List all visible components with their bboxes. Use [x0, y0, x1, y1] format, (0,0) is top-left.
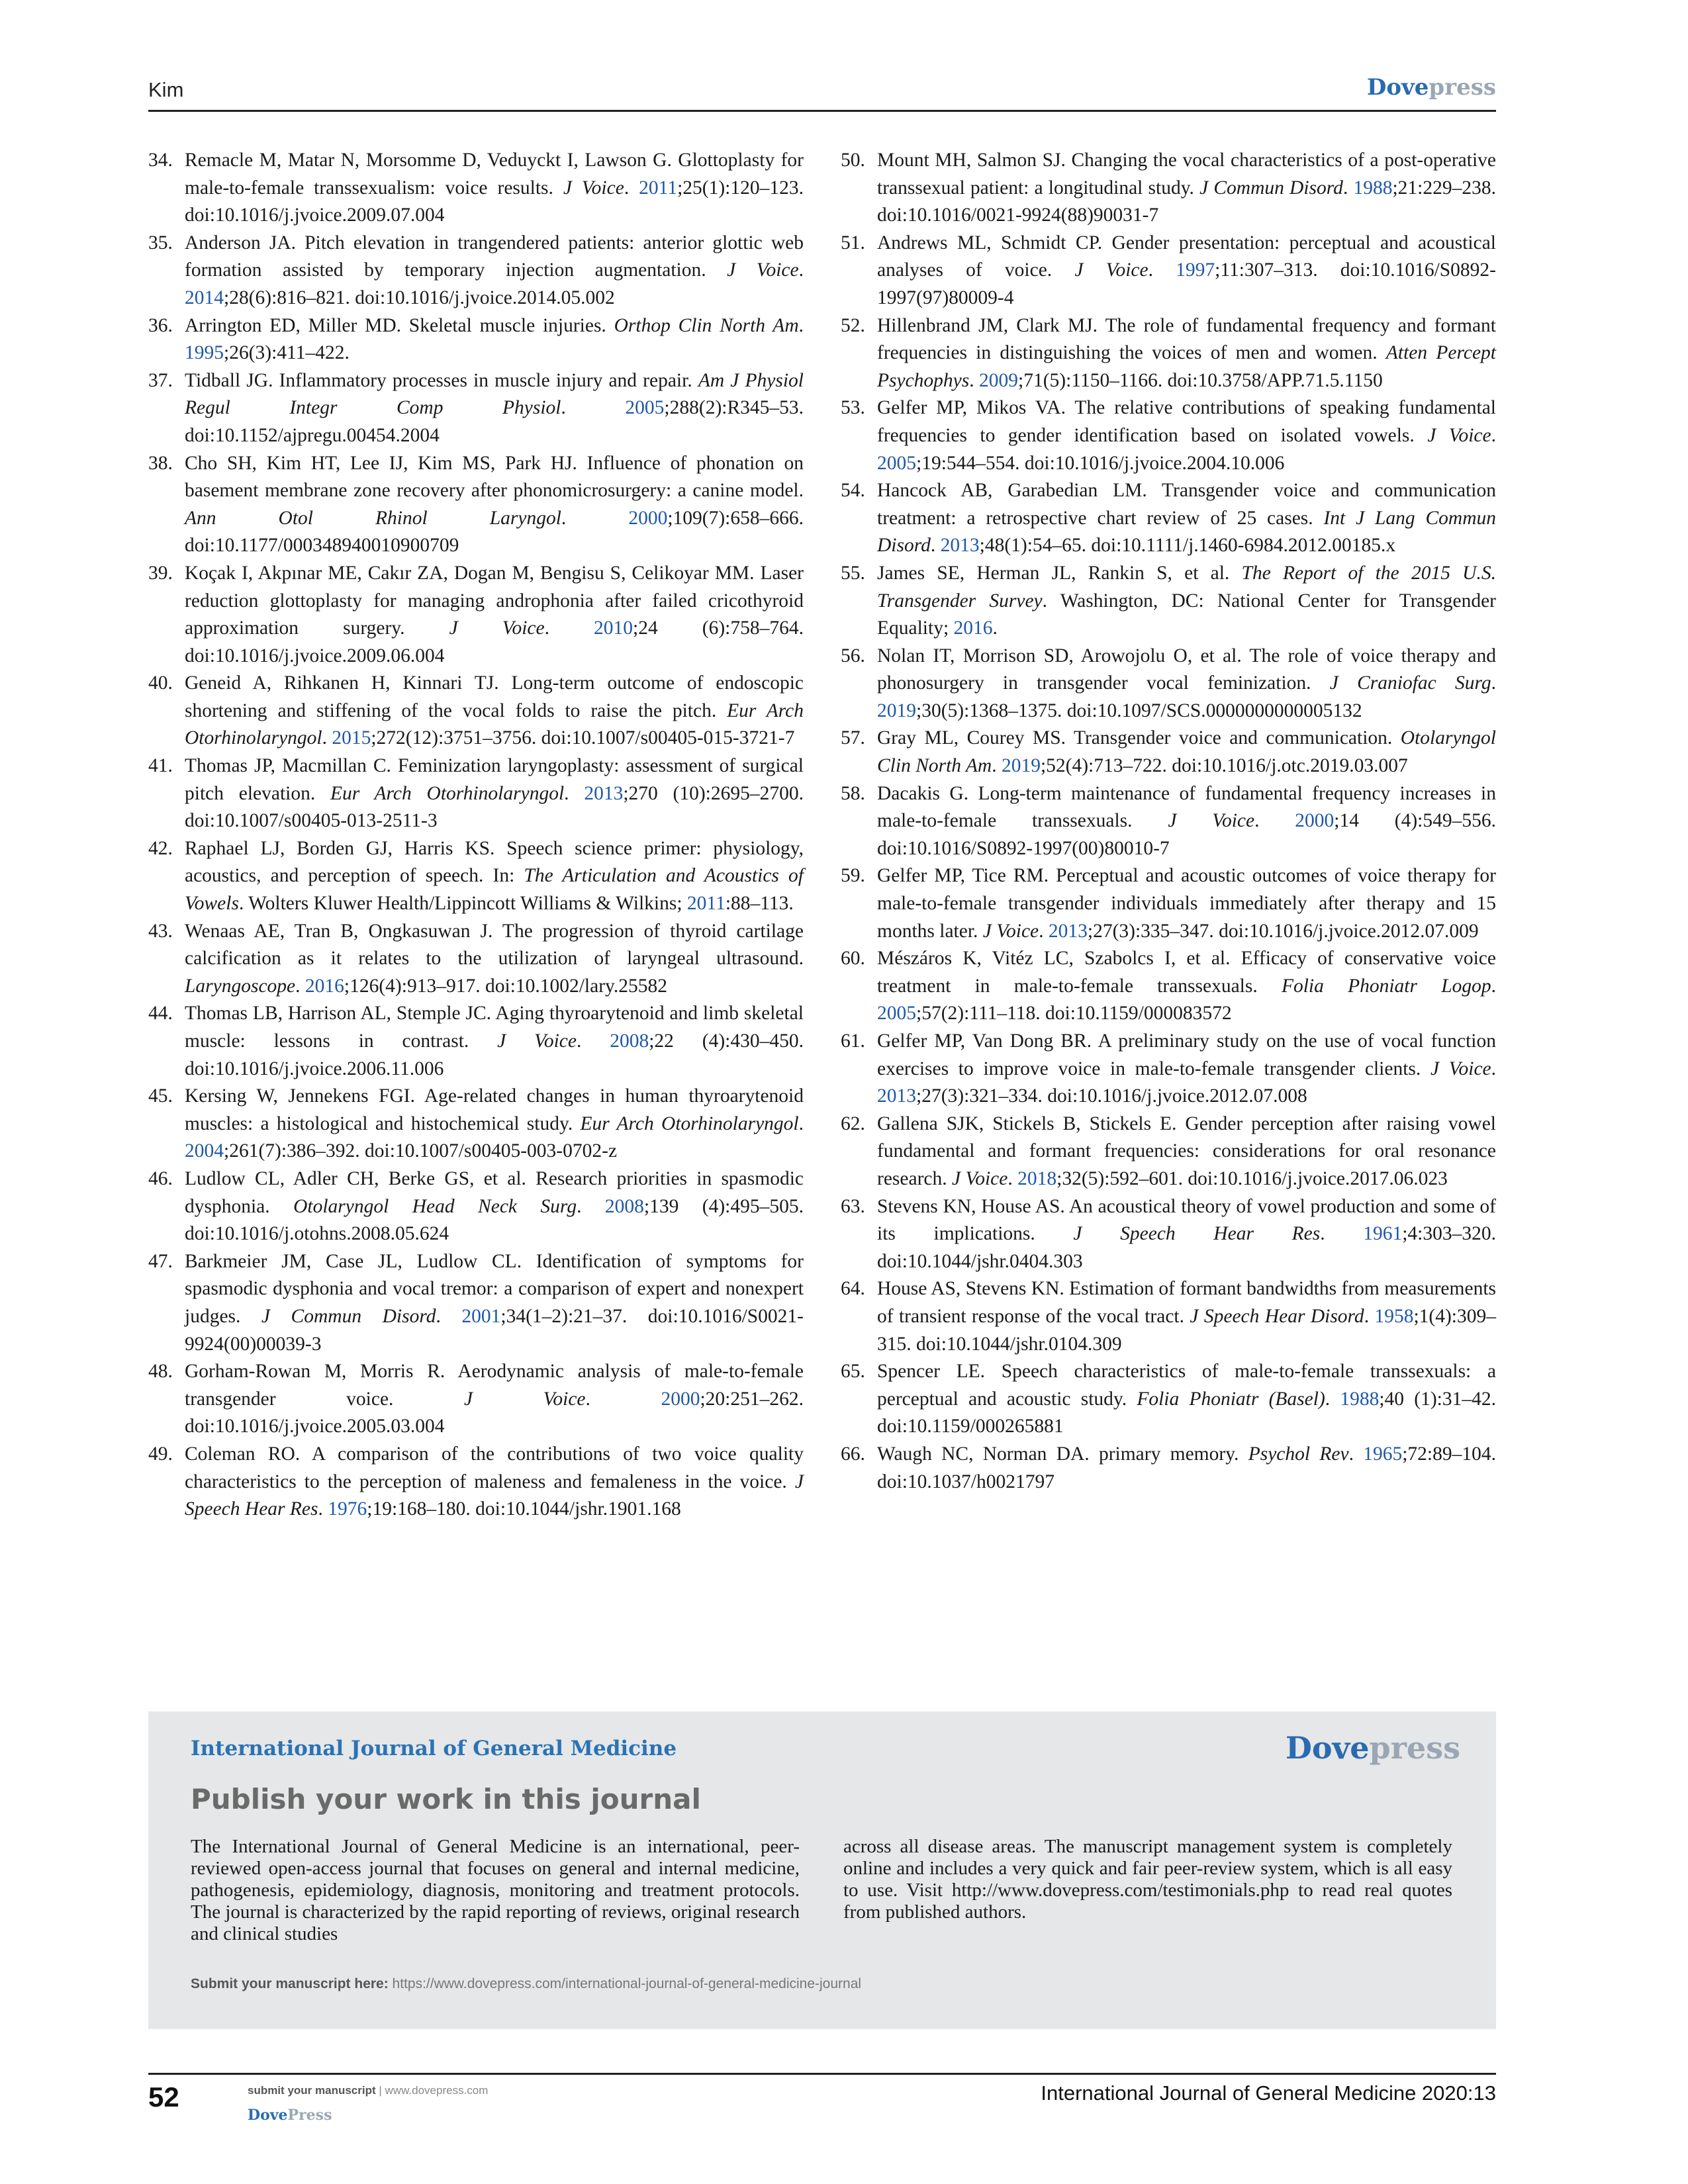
reference-year-link[interactable]: 2011	[639, 177, 678, 199]
reference-journal: J Voice	[1430, 1058, 1491, 1079]
reference-authors-title: Dacakis G. Long-term maintenance of fundamental frequency increases in male-to-female transsexuals.	[877, 782, 1496, 832]
reference-number: 51.	[841, 232, 865, 253]
reference-item	[148, 670, 804, 752]
reference-details: ;40 (1):31–42. doi:10.1159/000265881	[877, 1388, 1496, 1437]
reference-item	[148, 560, 804, 670]
reference-journal: J Voice	[563, 177, 624, 199]
reference-separator: .	[436, 1305, 462, 1327]
reference-authors-title: Cho SH, Kim HT, Lee IJ, Kim MS, Park HJ. Influence of phonation on basement membrane zone recovery after phonomicrosurgery: a canine model.	[185, 452, 804, 502]
reference-item	[148, 1441, 804, 1524]
reference-item	[841, 560, 1496, 643]
reference-authors-title: Stevens KN, House AS. An acoustical theory of vowel production and some of its implications.	[877, 1195, 1496, 1245]
reference-separator: .	[1491, 975, 1496, 997]
reference-journal: J Voice	[952, 1167, 1008, 1189]
reference-item	[841, 1111, 1496, 1193]
reference-year-link[interactable]: 2013	[584, 782, 624, 804]
reference-separator: .	[561, 397, 626, 419]
reference-separator: . Wolters Kluwer Health/Lippincott Williams & Wilkins;	[238, 893, 687, 915]
page-footer	[148, 2073, 1496, 2154]
reference-number: 39.	[148, 562, 173, 584]
journal-promo-box	[148, 1711, 1496, 2029]
reference-details: ;72:89–104. doi:10.1037/h0021797	[877, 1443, 1497, 1492]
promo-text-left: The International Journal of General Medicine is an international, peer-reviewed open-access journal that focuses on general and internal medicine, pathogenesis, epidemiology, diagnosis, monitoring and treatment protocols. The journal is characterized by the rapid reporting of reviews, original research and clinical studies	[191, 1836, 800, 1944]
reference-details: ;32(5):592–601. doi:10.1016/j.jvoice.2017.06.023	[1056, 1167, 1448, 1189]
reference-item	[148, 367, 804, 450]
reference-year-link[interactable]: 1958	[1374, 1305, 1414, 1327]
reference-details: .	[992, 617, 998, 639]
reference-journal: Psychol Rev	[1248, 1443, 1349, 1465]
reference-authors-title: Koçak I, Akpınar ME, Cakır ZA, Dogan M, Bengisu S, Celikoyar MM. Laser reduction glottoplasty for managing androphonia after failed cricothyroid approximation surgery.	[185, 562, 804, 639]
reference-item	[148, 752, 804, 835]
reference-item	[841, 1193, 1496, 1276]
reference-year-link[interactable]: 2019	[1001, 755, 1041, 777]
footer-dovepress-logo[interactable]: DovePress	[248, 2107, 332, 2124]
reference-year-link[interactable]: 2004	[185, 1140, 224, 1162]
reference-journal: J Voice	[497, 1030, 577, 1052]
reference-separator: .	[992, 755, 1002, 777]
reference-authors-title: Wenaas AE, Tran B, Ongkasuwan J. The progression of thyroid cartilage calcification as it relates to the utilization of laryngeal ultrasound.	[185, 920, 804, 970]
reference-item	[148, 147, 804, 230]
reference-year-link[interactable]: 2010	[594, 617, 633, 639]
reference-number: 54.	[841, 480, 865, 502]
reference-number: 48.	[148, 1361, 173, 1383]
reference-separator: .	[1254, 810, 1295, 832]
reference-item	[841, 780, 1496, 863]
reference-separator: .	[1491, 424, 1496, 446]
reference-authors-title: Spencer LE. Speech characteristics of male-to-female transsexuals: a perceptual and acoustic study.	[877, 1361, 1496, 1410]
reference-details: ;30(5):1368–1375. doi:10.1097/SCS.0000000000005132	[916, 700, 1362, 721]
reference-number: 41.	[148, 755, 173, 777]
reference-details: ;109(7):658–666. doi:10.1177/000348940010900709	[185, 507, 804, 557]
reference-number: 59.	[841, 865, 865, 887]
reference-separator: .	[969, 369, 980, 391]
promo-text-right: across all disease areas. The manuscript management system is completely online and includes a very quick and fair peer-review system, which is all easy to use. Visit http://www.dovepress.com/testimonials.php to read real quotes from published authors.	[843, 1836, 1452, 1923]
reference-year-link[interactable]: 1976	[328, 1498, 367, 1520]
reference-item	[841, 477, 1496, 560]
reference-item	[841, 147, 1496, 230]
reference-separator: .	[295, 975, 305, 997]
promo-submit-label: Submit your manuscript here:	[191, 1976, 389, 1991]
reference-separator: .	[564, 782, 585, 804]
reference-journal: J Speech Hear Res	[1073, 1223, 1321, 1245]
reference-year-link[interactable]: 1988	[1340, 1388, 1380, 1410]
reference-journal: Am J Physiol Regul Integr Comp Physiol	[185, 369, 804, 419]
reference-separator: .	[930, 535, 941, 557]
reference-year-link[interactable]: 1965	[1363, 1443, 1403, 1465]
reference-year-link[interactable]: 2005	[877, 452, 916, 474]
reference-journal: J Commun Disord	[1199, 177, 1343, 199]
reference-separator: .	[544, 617, 594, 639]
running-head-author: Kim	[148, 78, 184, 101]
reference-details: ;71(5):1150–1166. doi:10.3758/APP.71.5.1150	[1018, 369, 1383, 391]
reference-authors-title: Remacle M, Matar N, Morsomme D, Veduyckt I, Lawson G. Glottoplasty for male-to-female transsexualism: voice results.	[185, 150, 804, 199]
reference-authors-title: Gelfer MP, Van Dong BR. A preliminary study on the use of vocal function exercises to improve voice in male-to-female transgender clients.	[877, 1030, 1496, 1079]
reference-separator: .	[576, 1030, 610, 1052]
reference-separator: .	[1008, 1167, 1018, 1189]
reference-number: 57.	[841, 727, 865, 749]
reference-separator: .	[1320, 1223, 1364, 1245]
reference-authors-title: Thomas LB, Harrison AL, Stemple JC. Aging thyroarytenoid and limb skeletal muscle: lessons in contrast.	[185, 1003, 804, 1052]
reference-number: 44.	[148, 1003, 173, 1024]
reference-details: ;288(2):R345–53. doi:10.1152/ajpregu.00454.2004	[185, 397, 804, 446]
reference-number: 60.	[841, 948, 865, 970]
reference-year-link[interactable]: 2009	[979, 369, 1019, 391]
reference-number: 36.	[148, 314, 173, 336]
reference-journal: Folia Phoniatr (Basel)	[1137, 1388, 1325, 1410]
reference-separator: .	[1491, 672, 1496, 694]
reference-year-link[interactable]: 2011	[686, 893, 726, 915]
reference-details: ;57(2):111–118. doi:10.1159/000083572	[916, 1003, 1232, 1024]
reference-authors-title: Mészáros K, Vitéz LC, Szabolcs I, et al. Efficacy of conservative voice treatment in male-to-female transsexuals.	[877, 948, 1496, 997]
promo-submit-line	[191, 1976, 861, 1992]
reference-number: 52.	[841, 314, 865, 336]
reference-journal: J Voice	[463, 1388, 586, 1410]
reference-year-link[interactable]: 1995	[185, 342, 224, 364]
dovepress-logo[interactable]: Dovepress	[1366, 74, 1496, 101]
reference-number: 66.	[841, 1443, 865, 1465]
reference-authors-title: Barkmeier JM, Case JL, Ludlow CL. Identification of symptoms for spasmodic dysphonia and vocal tremor: a comparison of expert and nonexpert judges.	[185, 1250, 804, 1327]
reference-authors-title: Coleman RO. A comparison of the contributions of two voice quality characteristics to the perception of maleness and femaleness in the voice.	[185, 1443, 804, 1492]
reference-details: ;4:303–320. doi:10.1044/jshr.0404.303	[877, 1223, 1496, 1272]
reference-details: ;25(1):120–123. doi:10.1016/j.jvoice.2009.07.004	[185, 177, 804, 226]
page-header	[148, 74, 1496, 112]
reference-number: 49.	[148, 1443, 173, 1465]
reference-separator: .	[624, 177, 639, 199]
reference-item	[841, 1441, 1496, 1496]
reference-details: :88–113.	[725, 893, 794, 915]
reference-authors-title: Kersing W, Jennekens FGI. Age-related changes in human thyroarytenoid muscles: a histological and histochemical study.	[185, 1085, 804, 1134]
reference-year-link[interactable]: 2005	[877, 1003, 916, 1024]
reference-authors-title: Gray ML, Courey MS. Transgender voice and communication.	[877, 727, 1401, 749]
reference-number: 37.	[148, 369, 173, 391]
reference-item	[841, 1358, 1496, 1441]
reference-separator: .	[1342, 177, 1354, 199]
reference-item	[148, 1358, 804, 1441]
reference-details: ;126(4):913–917. doi:10.1002/lary.25582	[344, 975, 667, 997]
reference-details: ;11:307–313. doi:10.1016/S0892-1997(97)80009-4	[877, 259, 1496, 308]
reference-item	[841, 725, 1496, 780]
reference-number: 38.	[148, 452, 173, 474]
reference-number: 35.	[148, 232, 173, 253]
reference-item	[148, 1248, 804, 1358]
reference-year-link[interactable]: 2018	[1017, 1167, 1057, 1189]
reference-journal: J Speech Hear Res	[185, 1471, 804, 1520]
reference-year-link[interactable]: 1961	[1363, 1223, 1403, 1245]
reference-year-link[interactable]: 2001	[461, 1305, 501, 1327]
reference-journal: J Voice	[982, 920, 1039, 942]
reference-journal: Laryngoscope	[185, 975, 296, 997]
reference-number: 53.	[841, 397, 865, 419]
footer-journal-info: International Journal of General Medicine 2020:13	[1041, 2081, 1496, 2105]
promo-journal-name[interactable]: International Journal of General Medicine	[191, 1737, 677, 1760]
reference-number: 55.	[841, 562, 865, 584]
reference-year-link[interactable]: 2013	[940, 535, 980, 557]
reference-journal: Atten Percept Psychophys	[877, 342, 1496, 391]
reference-separator: .	[798, 259, 804, 281]
reference-journal: J Craniofac Surg	[1329, 672, 1491, 694]
reference-number: 42.	[148, 837, 173, 859]
reference-item	[841, 230, 1496, 312]
reference-year-link[interactable]: 2013	[877, 1085, 916, 1107]
reference-number: 56.	[841, 645, 865, 666]
reference-year-link[interactable]: 1988	[1353, 177, 1393, 199]
reference-year-link[interactable]: 2016	[305, 975, 344, 997]
reference-authors-title: Andrews ML, Schmidt CP. Gender presentation: perceptual and acoustical analyses of voice.	[877, 232, 1496, 281]
reference-number: 65.	[841, 1361, 865, 1383]
promo-title: Publish your work in this journal	[191, 1783, 701, 1815]
reference-journal: Eur Arch Otorhinolaryngol	[185, 700, 804, 749]
reference-details: ;27(3):321–334. doi:10.1016/j.jvoice.2012.07.008	[916, 1085, 1307, 1107]
reference-journal: J Voice	[449, 617, 545, 639]
reference-item	[148, 230, 804, 312]
reference-separator: .	[1148, 259, 1176, 281]
reference-details: ;34(1–2):21–37. doi:10.1016/S0021-9924(00)00039-3	[185, 1305, 804, 1355]
reference-journal: Ann Otol Rhinol Laryngol	[185, 507, 561, 529]
reference-details: ;261(7):386–392. doi:10.1007/s00405-003-0702-z	[224, 1140, 618, 1162]
reference-authors-title: Arrington ED, Miller MD. Skeletal muscle injuries.	[185, 314, 614, 336]
reference-authors-title: Hillenbrand JM, Clark MJ. The role of fundamental frequency and formant frequencies in distinguishing the voices of men and women.	[877, 314, 1496, 364]
reference-authors-title: Tidball JG. Inflammatory processes in muscle injury and repair.	[185, 369, 698, 391]
reference-item	[841, 862, 1496, 945]
reference-number: 47.	[148, 1250, 173, 1272]
reference-item	[841, 394, 1496, 477]
reference-item	[148, 1165, 804, 1248]
reference-item	[841, 1275, 1496, 1358]
reference-authors-title: Nolan IT, Morrison SD, Arowojolu O, et al. The role of voice therapy and phonosurgery in transgender vocal feminization.	[877, 645, 1496, 694]
reference-year-link[interactable]: 2014	[185, 287, 224, 308]
reference-authors-title: Gallena SJK, Stickels B, Stickels E. Gender perception after raising vowel fundamental and formant frequencies: considerations for oral resonance research.	[877, 1113, 1496, 1189]
reference-details: ;26(3):411–422.	[224, 342, 350, 364]
reference-separator: .	[798, 314, 804, 336]
reference-year-link[interactable]: 2016	[953, 617, 993, 639]
reference-authors-title: Thomas JP, Macmillan C. Feminization laryngoplasty: assessment of surgical pitch elevation.	[185, 755, 804, 804]
reference-journal: J Voice	[1074, 259, 1149, 281]
reference-number: 50.	[841, 150, 865, 171]
reference-details: ;21:229–238. doi:10.1016/0021-9924(88)90031-7	[877, 177, 1497, 226]
reference-journal: Eur Arch Otorhinolaryngol	[330, 782, 565, 804]
reference-authors-title: Gelfer MP, Tice RM. Perceptual and acoustic outcomes of voice therapy for male-to-female transgender individuals immediately after therapy and 15 months later.	[877, 865, 1496, 942]
reference-year-link[interactable]: 2013	[1048, 920, 1088, 942]
page-number: 52	[148, 2081, 179, 2113]
reference-authors-title: House AS, Stevens KN. Estimation of formant bandwidths from measurements of transient response of the vocal tract.	[877, 1278, 1496, 1327]
reference-details: ;48(1):54–65. doi:10.1111/j.1460-6984.2012.00185.x	[979, 535, 1396, 557]
reference-details: ;52(4):713–722. doi:10.1016/j.otc.2019.03.007	[1040, 755, 1408, 777]
reference-year-link[interactable]: 2008	[604, 1195, 644, 1217]
reference-year-link[interactable]: 2000	[1295, 810, 1335, 832]
reference-authors-title: Anderson JA. Pitch elevation in trangendered patients: anterior glottic web formation assisted by temporary injection augmentation.	[185, 232, 804, 281]
reference-details: ;19:168–180. doi:10.1044/jshr.1901.168	[367, 1498, 681, 1520]
reference-journal: The Articulation and Acoustics of Vowels	[185, 865, 804, 915]
reference-year-link[interactable]: 2000	[628, 507, 668, 529]
reference-number: 64.	[841, 1278, 865, 1300]
reference-journal: J Voice	[727, 259, 799, 281]
reference-year-link[interactable]: 2005	[625, 397, 665, 419]
footer-submit-line: submit your manuscript | www.dovepress.com	[248, 2084, 489, 2097]
reference-details: ;14 (4):549–556. doi:10.1016/S0892-1997(00)80010-7	[877, 810, 1496, 859]
reference-separator: .	[1364, 1305, 1375, 1327]
reference-authors-title: Mount MH, Salmon SJ. Changing the vocal characteristics of a post-operative transsexual patient: a longitudinal study.	[877, 150, 1496, 199]
reference-journal: J Speech Hear Disord	[1190, 1305, 1364, 1327]
reference-number: 61.	[841, 1030, 865, 1052]
reference-details: ;139 (4):495–505. doi:10.1016/j.otohns.2008.05.624	[185, 1195, 804, 1245]
reference-journal: J Commun Disord	[261, 1305, 436, 1327]
reference-separator: .	[561, 507, 629, 529]
reference-year-link[interactable]: 2015	[332, 727, 371, 749]
reference-separator: .	[1039, 920, 1049, 942]
footer-submit-label[interactable]: submit your manuscript	[248, 2084, 376, 2097]
reference-journal: Eur Arch Otorhinolaryngol	[580, 1113, 799, 1134]
reference-separator: .	[1348, 1443, 1364, 1465]
reference-separator: .	[577, 1195, 605, 1217]
reference-separator: .	[585, 1388, 661, 1410]
reference-journal: Int J Lang Commun Disord	[877, 507, 1496, 557]
reference-details: ;27(3):335–347. doi:10.1016/j.jvoice.2012.07.009	[1087, 920, 1479, 942]
reference-number: 63.	[841, 1195, 865, 1217]
reference-number: 46.	[148, 1167, 173, 1189]
reference-item	[841, 643, 1496, 725]
reference-journal: Otolaryngol Head Neck Surg	[293, 1195, 577, 1217]
reference-details: ;270 (10):2695–2700. doi:10.1007/s00405-013-2511-3	[185, 782, 804, 832]
reference-separator: .	[322, 727, 332, 749]
reference-year-link[interactable]: 1997	[1176, 259, 1215, 281]
reference-year-link[interactable]: 2008	[610, 1030, 649, 1052]
reference-separator: .	[798, 1113, 804, 1134]
reference-authors-title: James SE, Herman JL, Rankin S, et al.	[877, 562, 1242, 584]
reference-journal: Otolaryngol Clin North Am	[877, 727, 1496, 777]
reference-item	[841, 945, 1496, 1028]
reference-authors-title: Gorham-Rowan M, Morris R. Aerodynamic analysis of male-to-female transgender voice.	[185, 1361, 804, 1410]
reference-details: ;19:544–554. doi:10.1016/j.jvoice.2004.10.006	[916, 452, 1285, 474]
reference-separator: . Washington, DC: National Center for Transgender Equality;	[877, 590, 1496, 639]
reference-details: ;272(12):3751–3756. doi:10.1007/s00405-015-3721-7	[371, 727, 795, 749]
reference-number: 62.	[841, 1113, 865, 1134]
reference-separator: .	[1325, 1388, 1340, 1410]
reference-journal: The Report of the 2015 U.S. Transgender Survey	[877, 562, 1496, 612]
reference-item	[841, 1028, 1496, 1111]
reference-authors-title: Gelfer MP, Mikos VA. The relative contributions of speaking fundamental frequencies to gender identification based on isolated vowels.	[877, 397, 1496, 446]
reference-year-link[interactable]: 2019	[877, 700, 916, 721]
reference-journal: Folia Phoniatr Logop	[1281, 975, 1491, 997]
reference-item	[148, 312, 804, 367]
reference-year-link[interactable]: 2000	[661, 1388, 700, 1410]
reference-number: 45.	[148, 1085, 173, 1107]
footer-submit-link[interactable]: www.dovepress.com	[385, 2084, 489, 2097]
references-right-column	[841, 147, 1496, 1496]
reference-number: 58.	[841, 782, 865, 804]
reference-journal: J Voice	[1427, 424, 1491, 446]
reference-journal: Orthop Clin North Am	[614, 314, 799, 336]
reference-authors-title: Raphael LJ, Borden GJ, Harris KS. Speech science primer: physiology, acoustics, and perception of speech. In:	[185, 837, 804, 887]
reference-number: 43.	[148, 920, 173, 942]
reference-authors-title: Ludlow CL, Adler CH, Berke GS, et al. Research priorities in spasmodic dysphonia.	[185, 1167, 804, 1217]
reference-details: ;22 (4):430–450. doi:10.1016/j.jvoice.2006.11.006	[185, 1030, 804, 1079]
promo-submit-link[interactable]: https://www.dovepress.com/international-journal-of-general-medicine-journal	[388, 1976, 862, 1991]
reference-authors-title: Hancock AB, Garabedian LM. Transgender voice and communication treatment: a retrospective chart review of 25 cases.	[877, 480, 1496, 529]
reference-item	[148, 1000, 804, 1083]
reference-details: ;28(6):816–821. doi:10.1016/j.jvoice.2014.05.002	[224, 287, 615, 308]
reference-separator: .	[318, 1498, 328, 1520]
references-left-column	[148, 147, 804, 1524]
reference-number: 40.	[148, 672, 173, 694]
reference-details: ;24 (6):758–764. doi:10.1016/j.jvoice.2009.06.004	[185, 617, 804, 666]
reference-number: 34.	[148, 150, 173, 171]
reference-item	[148, 1083, 804, 1165]
reference-item	[148, 918, 804, 1001]
reference-item	[148, 835, 804, 918]
reference-authors-title: Waugh NC, Norman DA. primary memory.	[877, 1443, 1248, 1465]
reference-authors-title: Geneid A, Rihkanen H, Kinnari TJ. Long-term outcome of endoscopic shortening and stiffening of the vocal folds to raise the pitch.	[185, 672, 804, 721]
reference-item	[841, 312, 1496, 395]
reference-item	[148, 450, 804, 560]
reference-details: ;20:251–262. doi:10.1016/j.jvoice.2005.03.004	[185, 1388, 804, 1437]
reference-details: ;1(4):309–315. doi:10.1044/jshr.0104.309	[877, 1305, 1496, 1355]
promo-dovepress-logo[interactable]: Dovepress	[1285, 1730, 1460, 1766]
reference-separator: .	[1491, 1058, 1497, 1079]
reference-journal: J Voice	[1168, 810, 1255, 832]
